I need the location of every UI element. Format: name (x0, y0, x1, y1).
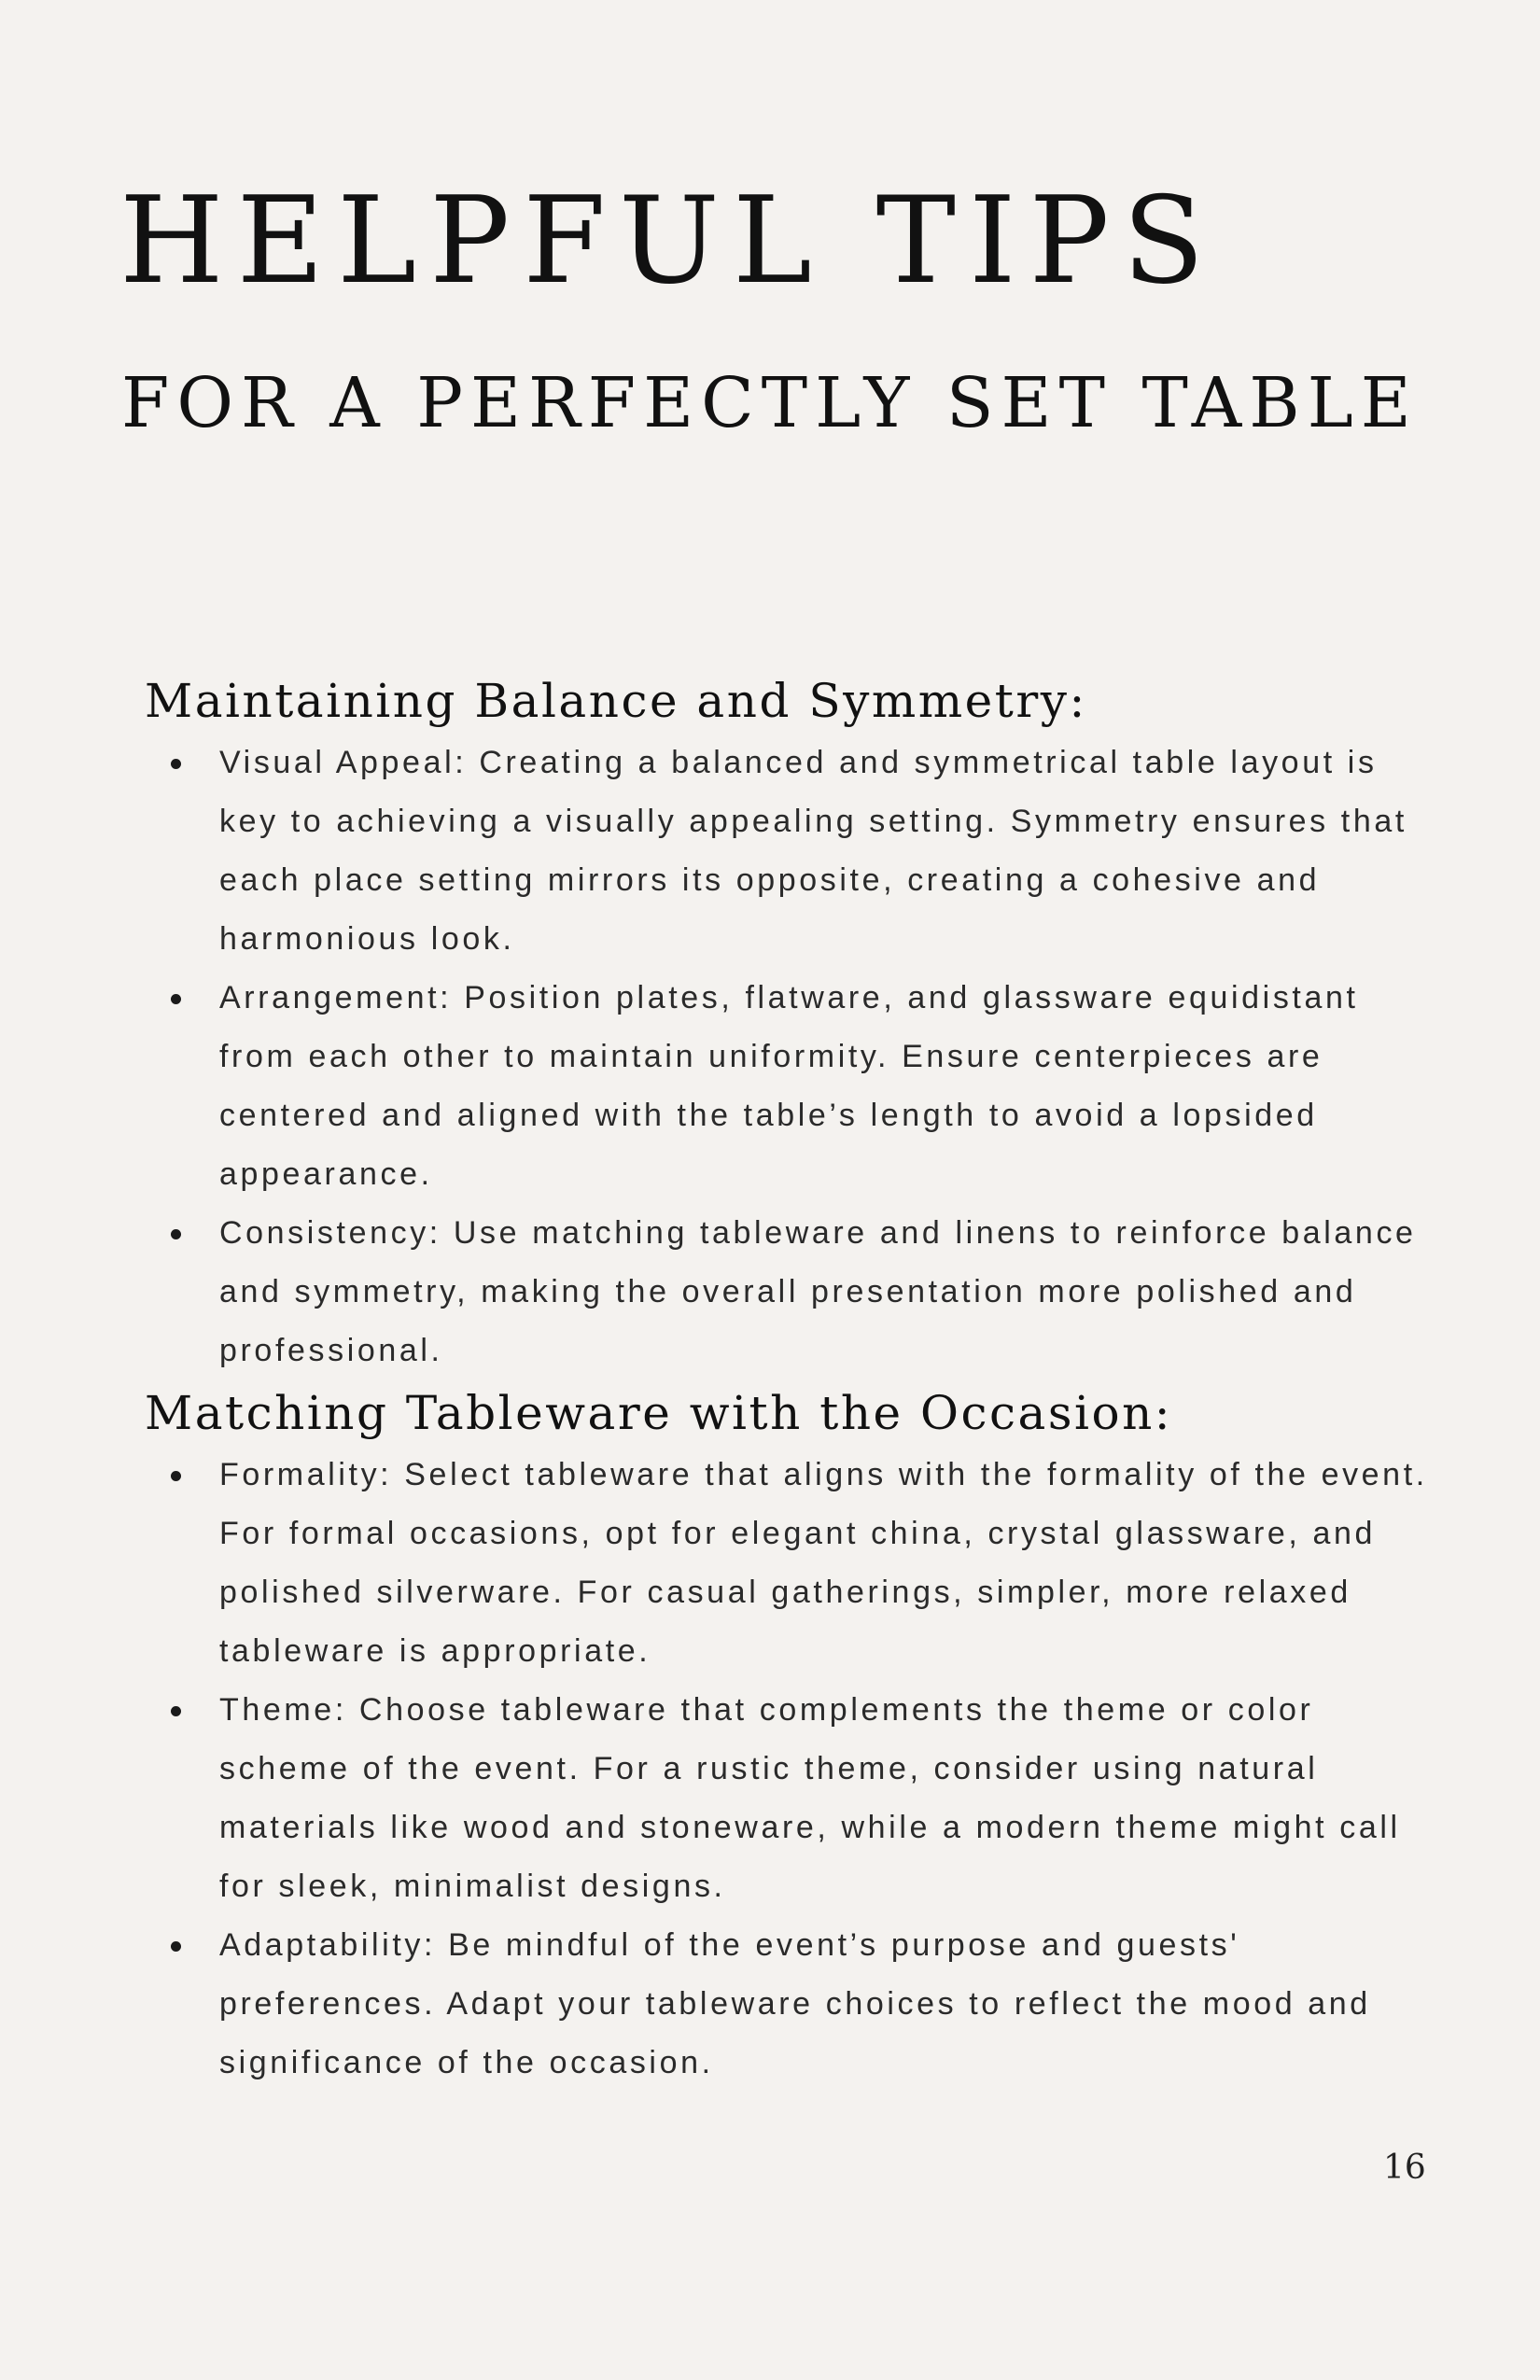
section-heading-matching: Matching Tableware with the Occasion: (145, 1386, 1173, 1440)
bullet-consistency (145, 1204, 1433, 1380)
tips-content (145, 668, 1451, 2093)
bullet-formality (145, 1446, 1433, 1681)
bullet-dot-icon (171, 1706, 181, 1716)
bullet-text: Visual Appeal: Creating a balanced and symmetrical table layout is key to achieving a visually appealing setting. Symmetry ensures that each place setting mirrors its opposite, creating a cohesive and harmonious look. (219, 745, 1407, 957)
bullet-dot-icon (171, 1941, 181, 1952)
bullet-dot-icon (171, 1229, 181, 1239)
page-title: HELPFUL TIPS (119, 172, 1218, 311)
bullet-list-balance (145, 734, 1451, 1380)
bullet-text: Formality: Select tableware that aligns with the formality of the event. For formal occasions, opt for elegant china, crystal glassware, and polished silverware. For casual gatherings, simpler, more relaxed tableware is appropriate. (219, 1457, 1428, 1669)
page-number: 16 (1383, 2149, 1426, 2187)
bullet-text: Adaptability: Be mindful of the event’s purpose and guests' preferences. Adapt your tableware choices to reflect the mood and significance of the occasion. (219, 1927, 1371, 2080)
bullet-arrangement (145, 969, 1433, 1204)
bullet-list-matching (145, 1446, 1451, 2093)
bullet-dot-icon (171, 759, 181, 769)
bullet-visual-appeal (145, 734, 1433, 969)
section-heading-balance: Maintaining Balance and Symmetry: (145, 674, 1087, 728)
bullet-text: Consistency: Use matching tableware and linens to reinforce balance and symmetry, making the overall presentation more polished and professional. (219, 1215, 1417, 1368)
bullet-theme (145, 1681, 1433, 1916)
bullet-dot-icon (171, 994, 181, 1004)
bullet-text: Theme: Choose tableware that complements the theme or color scheme of the event. For a rustic theme, consider using natural materials like wood and stoneware, while a modern theme might call for sleek, minimalist designs. (219, 1692, 1401, 1904)
page-subtitle: FOR A PERFECTLY SET TABLE (121, 363, 1419, 443)
bullet-adaptability (145, 1916, 1433, 2093)
bullet-text: Arrangement: Position plates, flatware, and glassware equidistant from each other to maintain uniformity. Ensure centerpieces are centered and aligned with the table’s length to avoid a lopsided appearance. (219, 980, 1359, 1192)
bullet-dot-icon (171, 1471, 181, 1481)
